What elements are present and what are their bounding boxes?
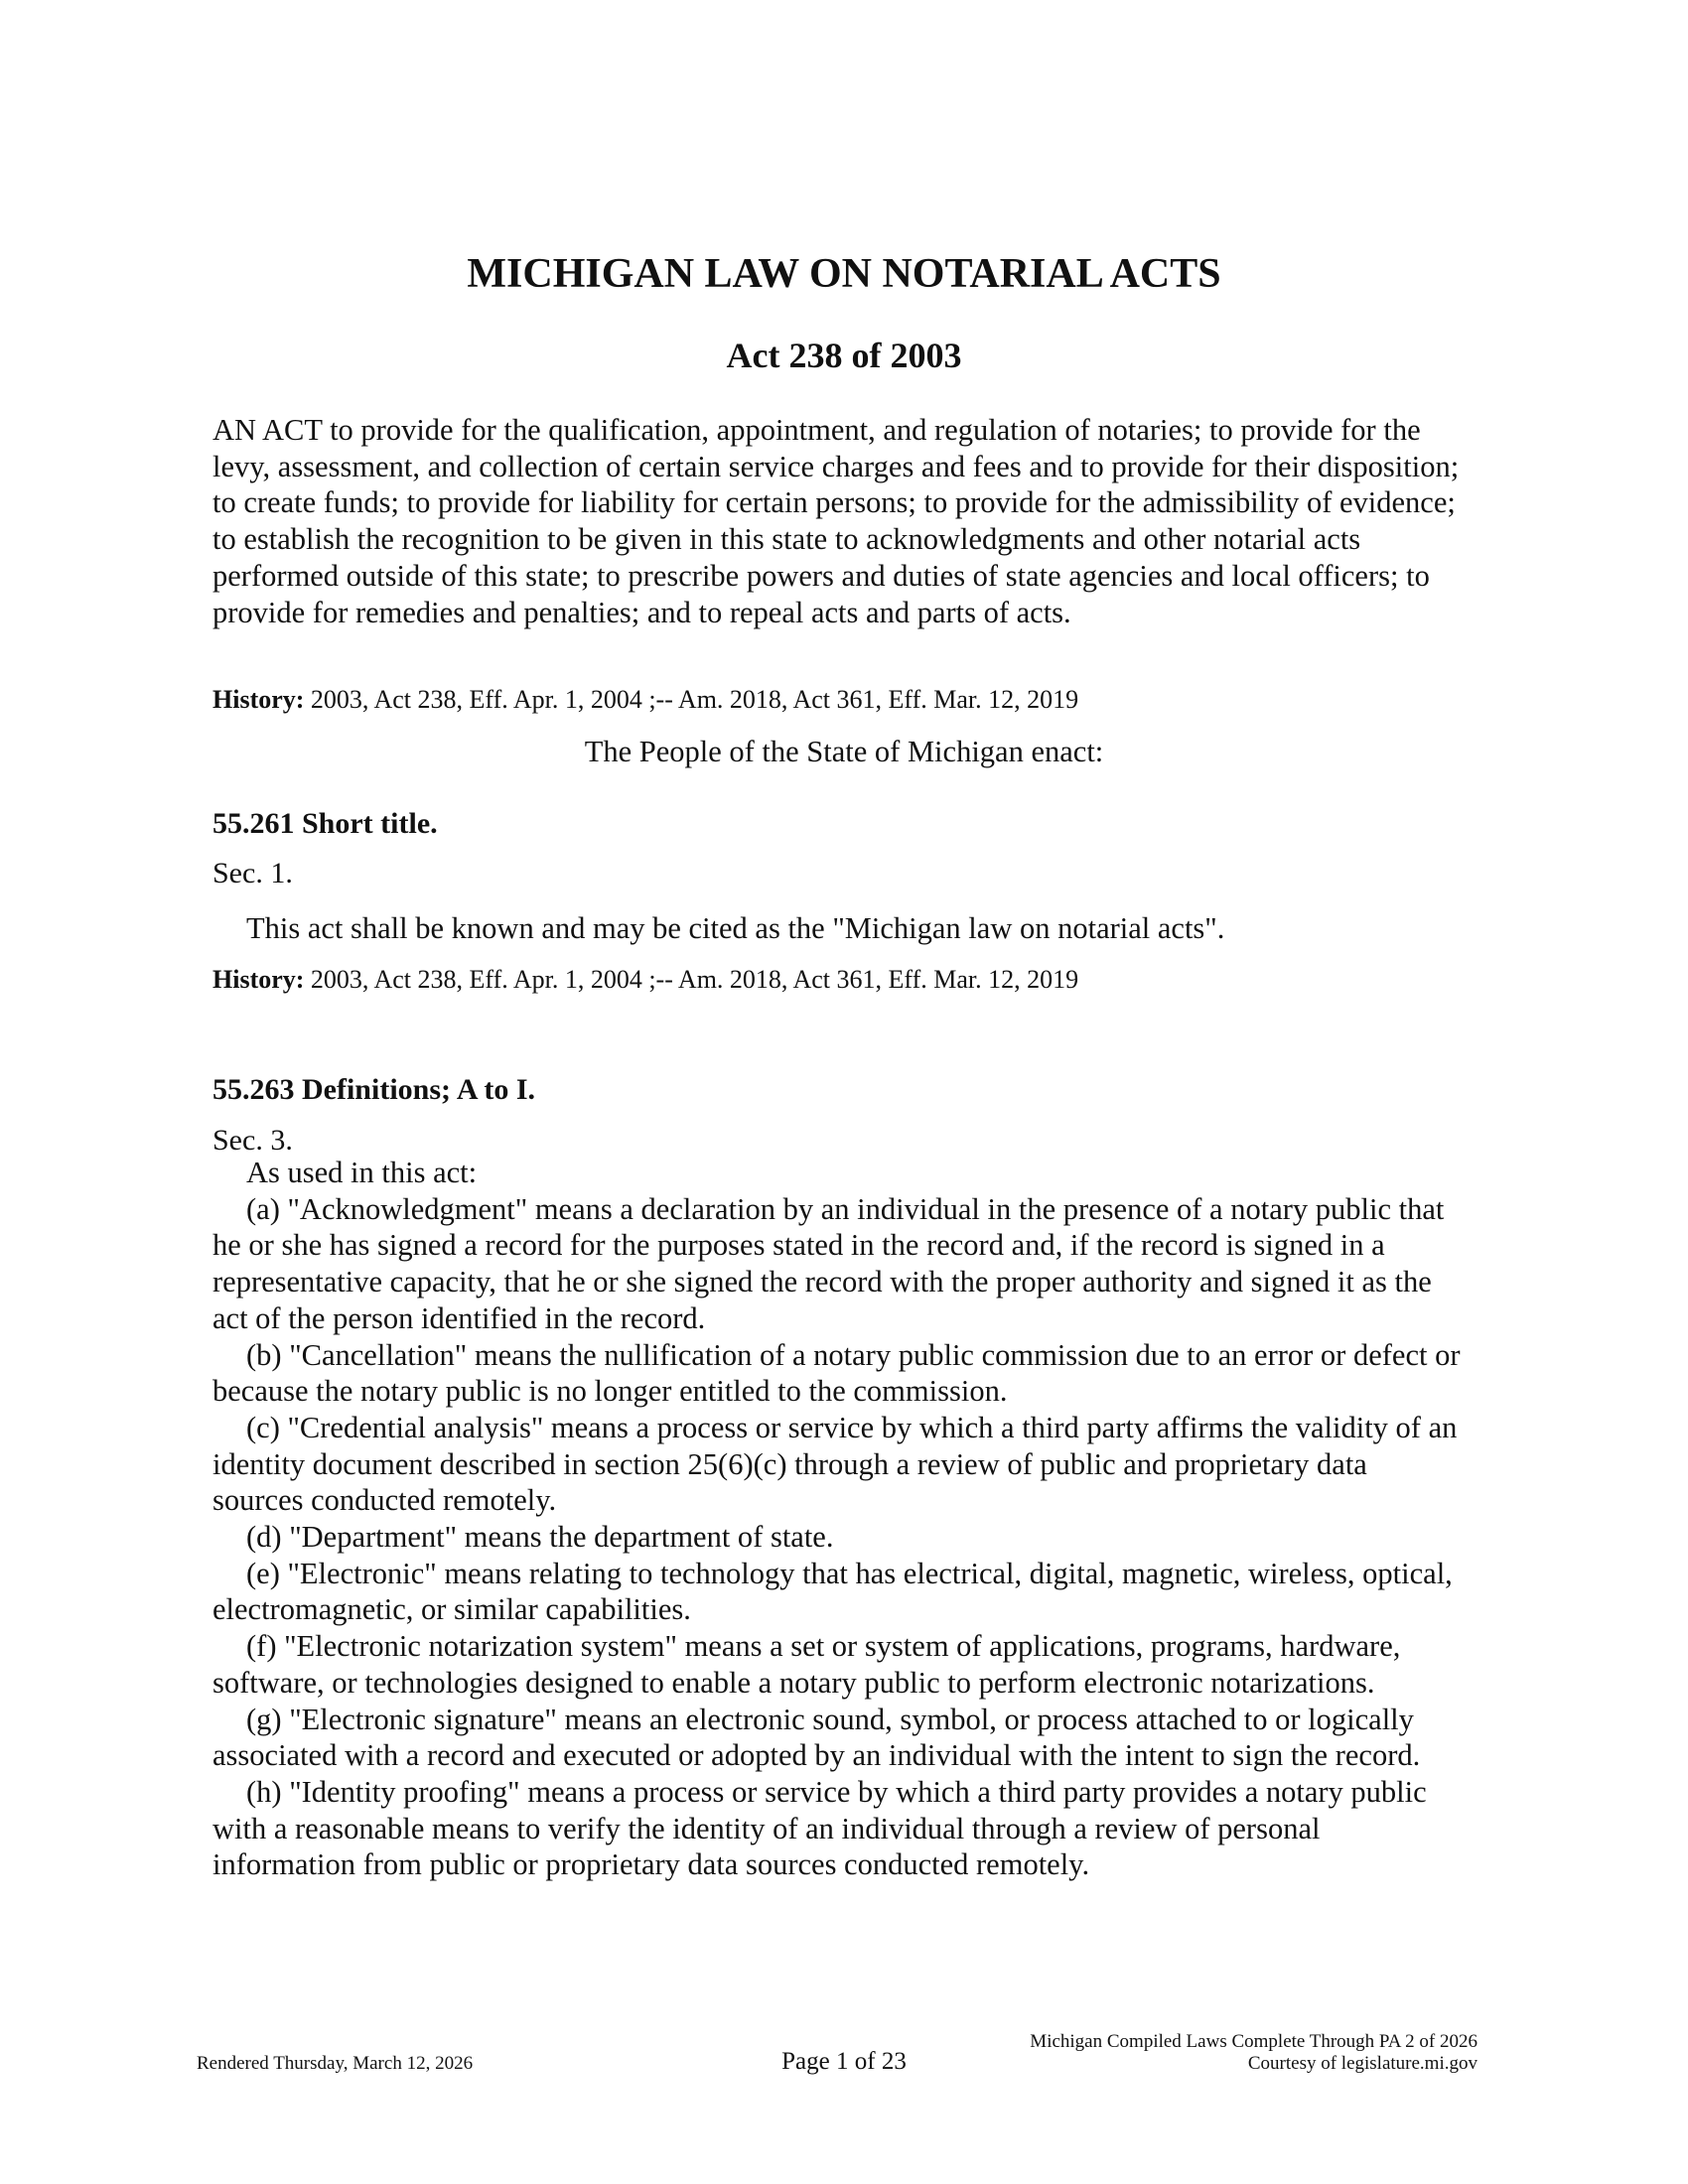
enacting-clause: The People of the State of Michigan enact:	[584, 735, 1104, 768]
footer-source	[1030, 2031, 1477, 2075]
definition-item: (f) "Electronic notarization system" means a set or system of applications, programs, hardware, software, or technologies designed to enable a notary public to perform electronic notarizations.	[212, 1629, 1401, 1700]
footer-compiled: Michigan Compiled Laws Complete Through PA 2 of 2026	[1030, 2031, 1477, 2052]
history-label: History:	[212, 685, 305, 714]
section-number: Sec. 1.	[212, 857, 293, 889]
document-title: MICHIGAN LAW ON NOTARIAL ACTS	[467, 251, 1221, 297]
section-paragraph: As used in this act:	[246, 1156, 478, 1189]
section-number: Sec. 3.	[212, 1124, 293, 1157]
definition-item: (h) "Identity proofing" means a process or service by which a third party provides a notary public with a reasonable means to verify the identity of an individual through a review of personal information from public or proprietary data sources conducted remotely.	[212, 1774, 1427, 1882]
definition-item: (b) "Cancellation" means the nullification of a notary public commission due to an error or defect or because the notary public is no longer entitled to the commission.	[212, 1337, 1461, 1409]
footer-page-number: Page 1 of 23	[781, 2048, 907, 2075]
history-label: History:	[212, 965, 305, 994]
section-heading: 55.261 Short title.	[212, 807, 438, 840]
definitions-list	[212, 1155, 1464, 1883]
section-heading: 55.263 Definitions; A to I.	[212, 1073, 536, 1106]
act-number: Act 238 of 2003	[726, 336, 962, 375]
definition-item: (g) "Electronic signature" means an electronic sound, symbol, or process attached to or logically associated with a record and executed or adopted by an individual with the intent to sign the record.	[212, 1702, 1421, 1773]
footer-courtesy: Courtesy of legislature.mi.gov	[1247, 2053, 1477, 2074]
preamble: AN ACT to provide for the qualification, appointment, and regulation of notaries; to provide for the levy, assessment, and collection of certain service charges and fees and to provide for their disposition; to create funds; to provide for liability for certain persons; to provide for the admissibility of evidence; to establish the recognition to be given in this state to acknowledgments and other notarial acts performed outside of this state; to prescribe powers and duties of state agencies and local officers; to provide for remedies and penalties; and to repeal acts and parts of acts.	[212, 413, 1460, 629]
footer-rendered-date: Rendered Thursday, March 12, 2026	[197, 2053, 474, 2074]
history-line	[212, 965, 1078, 995]
history-text: 2003, Act 238, Eff. Apr. 1, 2004 ;-- Am. 2018, Act 361, Eff. Mar. 12, 2019	[310, 965, 1079, 994]
definition-item: (e) "Electronic" means relating to technology that has electrical, digital, magnetic, wireless, optical, electromagnetic, or similar capabilities.	[212, 1556, 1453, 1627]
definition-item: (a) "Acknowledgment" means a declaration by an individual in the presence of a notary public that he or she has signed a record for the purposes stated in the record and, if the record is signed in a representative capacity, that he or she signed the record with the proper authority and signed it as the act of the person identified in the record.	[212, 1191, 1445, 1335]
history-line	[212, 685, 1078, 715]
definition-item: (d) "Department" means the department of state.	[246, 1520, 834, 1555]
section-paragraph: This act shall be known and may be cited as the "Michigan law on notarial acts".	[246, 911, 1225, 945]
history-text: 2003, Act 238, Eff. Apr. 1, 2004 ;-- Am. 2018, Act 361, Eff. Mar. 12, 2019	[310, 685, 1079, 714]
definition-item: (c) "Credential analysis" means a process or service by which a third party affirms the validity of an identity document described in section 25(6)(c) through a review of public and proprietary data sources conducted remotely.	[212, 1410, 1458, 1518]
